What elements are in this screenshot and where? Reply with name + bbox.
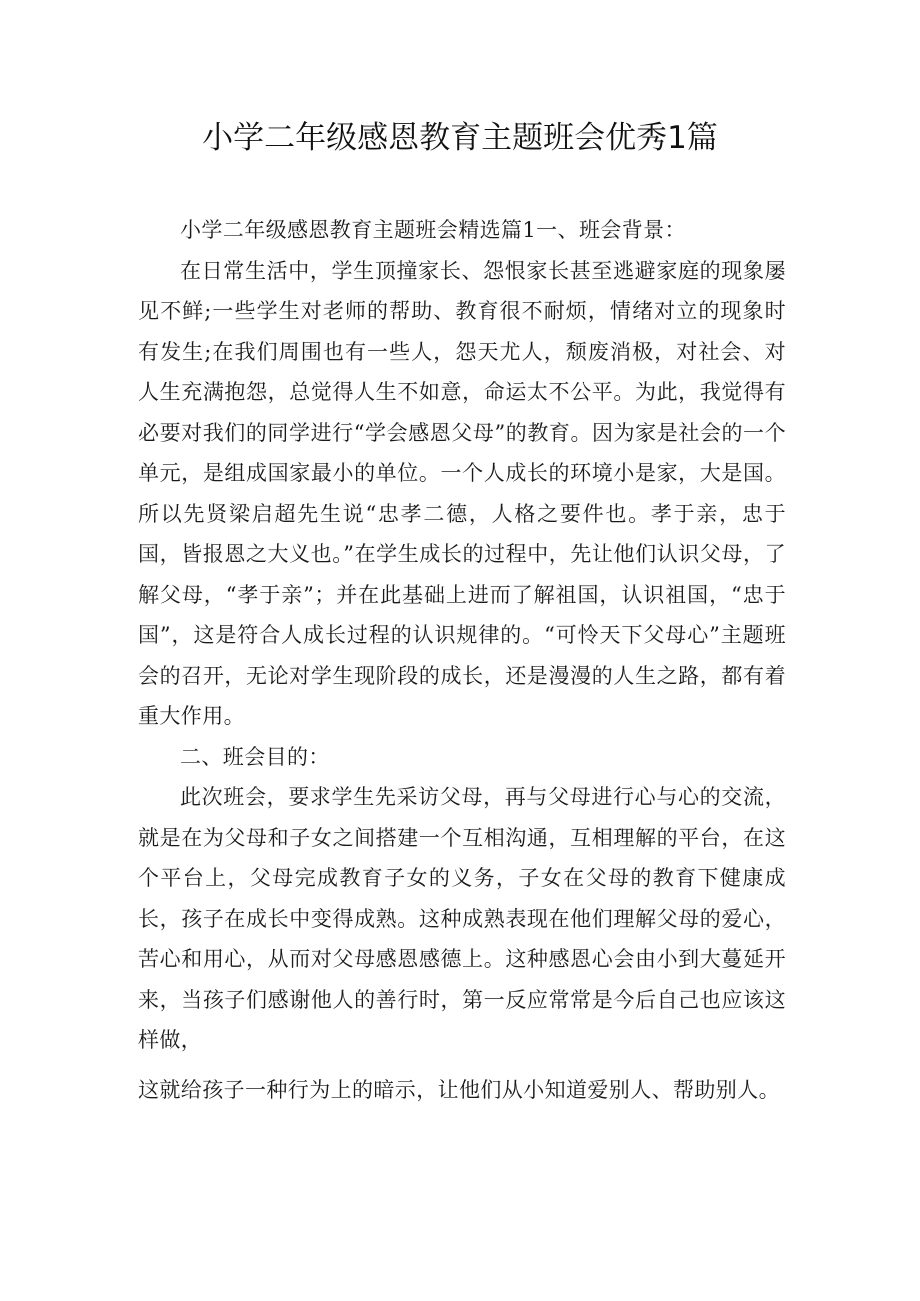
purpose-paragraph: 此次班会，要求学生先采访父母，再与父母进行心与心的交流，就是在为父母和子女之间搭建一个互相沟通，互相理解的平台，在这个平台上，父母完成教育子女的义务，子女在父母的教育下健康成长，孩子在成长中变得成熟。这种成熟表现在他们理解父母的爱心，苦心和用心，从而对父母感恩感德上。这种感恩心会由小到大蔓延开来，当孩子们感谢他人的善行时，第一反应常常是今后自己也应该这样做， <box>138 785 786 1052</box>
document-title: 小学二年级感恩教育主题班会优秀1篇 <box>202 120 718 156</box>
section-two-heading: 二、班会目的： <box>180 744 330 769</box>
document-body <box>138 210 786 1110</box>
background-paragraph: 在日常生活中，学生顶撞家长、怨恨家长甚至逃避家庭的现象屡见不鲜;一些学生对老师的帮助、教育很不耐烦，情绪对立的现象时有发生;在我们周围也有一些人，怨天尤人，颓废消极，对社会、对人生充满抱怨，总觉得人生不如意，命运太不公平。为此，我觉得有必要对我们的同学进行“学会感恩父母”的教育。因为家是社会的一个单元，是组成国家最小的单位。一个人成长的环境小是家，大是国。所以先贤梁启超先生说“忠孝二德，人格之要件也。孝于亲，忠于国，皆报恩之大义也。”在学生成长的过程中，先让他们认识父母，了解父母，“孝于亲”；并在此基础上进而了解祖国，认识祖国，“忠于国”，这是符合人成长过程的认识规律的。“可怜天下父母心”主题班会的召开，无论对学生现阶段的成长，还是漫漫的人生之路，都有着重大作用。 <box>138 258 786 728</box>
intro-line: 小学二年级感恩教育主题班会精选篇1一、班会背景： <box>180 218 686 242</box>
final-line: 这就给孩子一种行为上的暗示，让他们从小知道爱别人、帮助别人。 <box>138 1077 780 1102</box>
